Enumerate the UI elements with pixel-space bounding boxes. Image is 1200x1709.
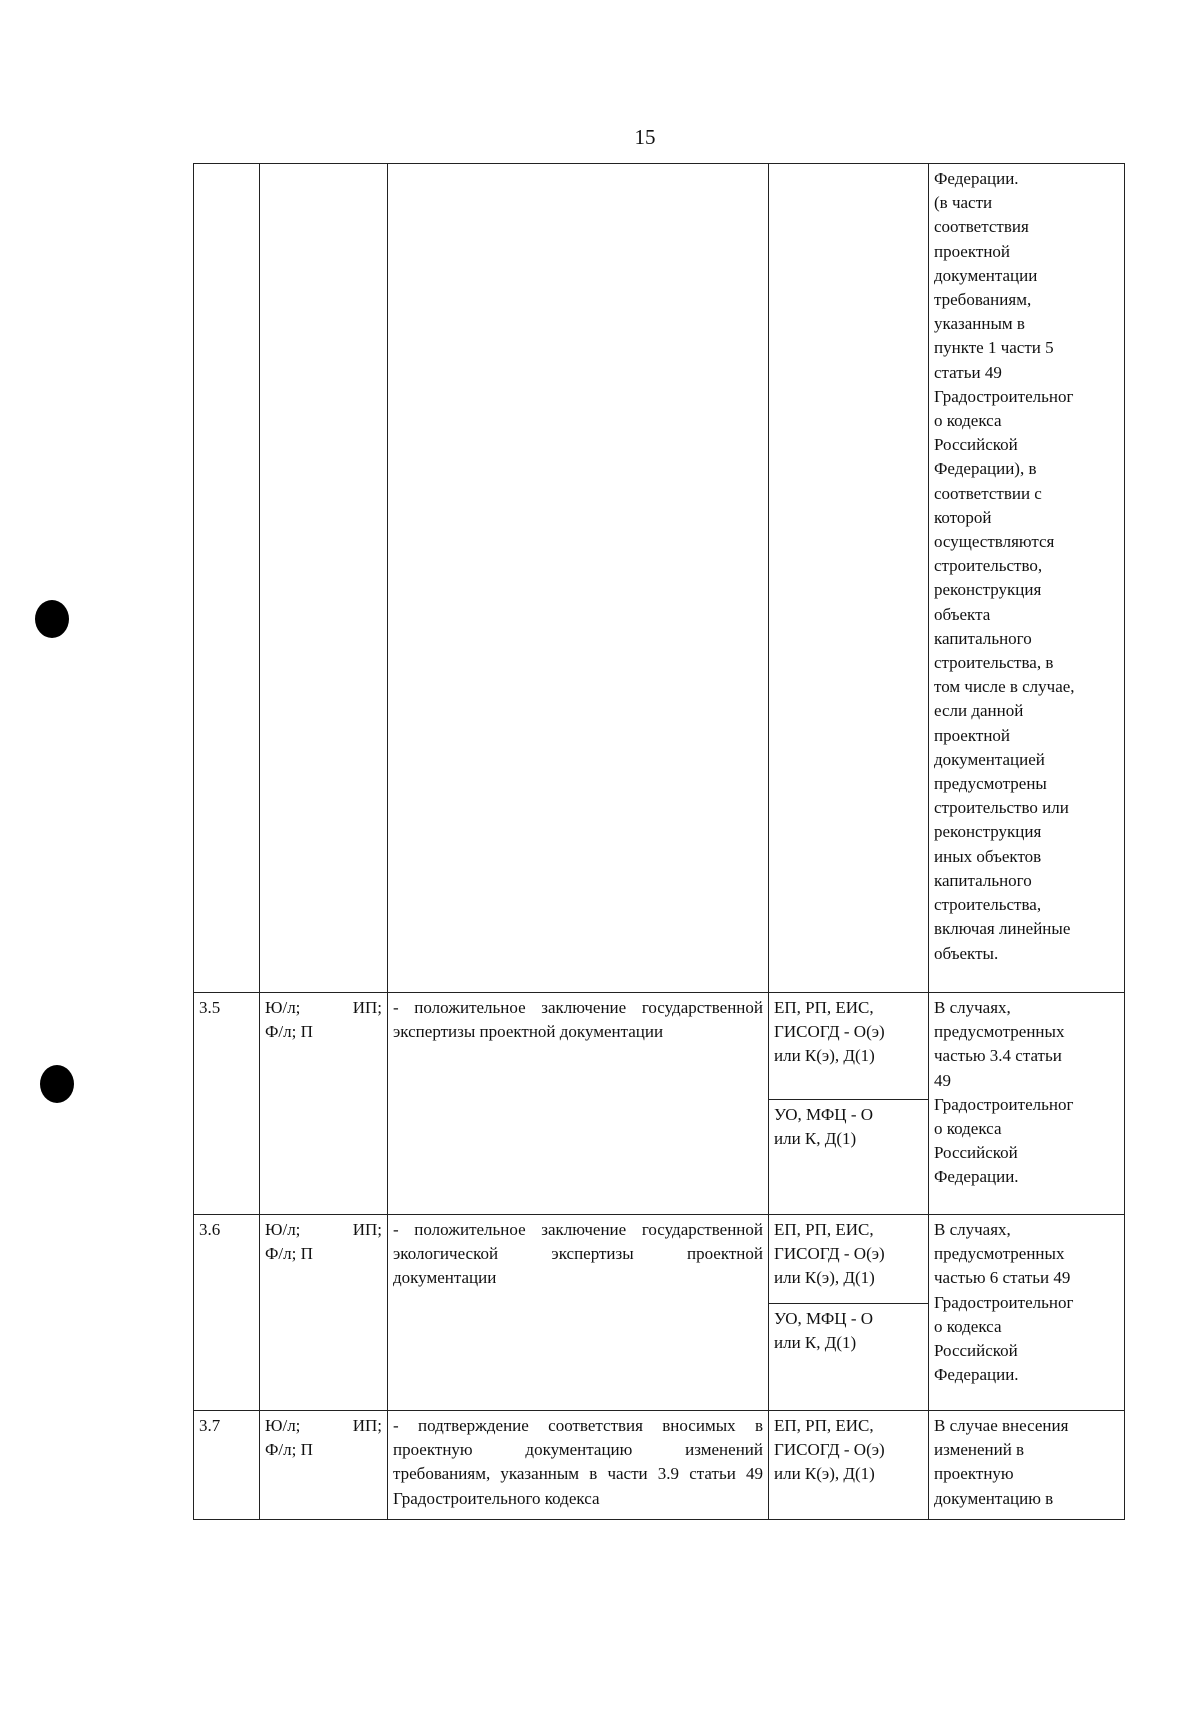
condition-line: том числе в случае, [934, 677, 1075, 697]
channel-line: ЕП, РП, ЕИС, [774, 1220, 874, 1239]
applicant-ie: ИП; [352, 998, 382, 1017]
condition-line: 49 [934, 1070, 951, 1090]
table-row [194, 1215, 1125, 1304]
condition-line: строительство или [934, 798, 1069, 818]
condition-line: о кодекса [934, 1119, 1002, 1139]
condition-line: Градостроительног [934, 386, 1074, 406]
condition-line: В случаях, [934, 998, 1011, 1017]
channel-line: ЕП, РП, ЕИС, [774, 998, 874, 1017]
channel-line: ЕП, РП, ЕИС, [774, 1416, 874, 1435]
cell-channels [769, 1215, 929, 1304]
condition-line: документацию в [934, 1488, 1054, 1508]
condition-line: требованиям, [934, 290, 1032, 310]
condition-line: капитального [934, 628, 1032, 648]
channel-line: или К(э), Д(1) [774, 1268, 875, 1288]
condition-line: реконструкция [934, 822, 1042, 842]
applicant-ie: ИП; [352, 1416, 382, 1435]
condition-line: строительство, [934, 556, 1043, 576]
channel-line: ГИСОГД - О(э) [774, 1022, 885, 1042]
table-row [194, 1411, 1125, 1520]
cell-conditions [929, 993, 1125, 1215]
applicant-legal: Ю/л; [265, 998, 301, 1017]
document-table [193, 163, 1125, 1520]
channel-line: или К, Д(1) [774, 1129, 857, 1149]
condition-line: Российской [934, 1143, 1018, 1163]
condition-line: проектную [934, 1464, 1014, 1484]
cell-conditions [929, 1411, 1125, 1520]
condition-line: пункте 1 части 5 [934, 338, 1054, 358]
condition-line: Федерации. [934, 169, 1019, 188]
applicant-individual: Ф/л; П [265, 1440, 313, 1460]
cell-channels [769, 1411, 929, 1520]
condition-line: иных объектов [934, 846, 1042, 866]
condition-line: проектной [934, 241, 1011, 261]
condition-line: Российской [934, 1341, 1018, 1361]
condition-line: соответствии с [934, 483, 1042, 503]
condition-line: Федерации. [934, 1167, 1019, 1187]
cell-document [388, 164, 769, 993]
condition-line: если данной [934, 701, 1024, 721]
cell-document: - подтверждение соответствия вносимых в проектную документацию изменений требованиям, указанным в части 3.9 статьи 49 Градостроительного кодекса [388, 1411, 769, 1520]
cell-conditions [929, 1215, 1125, 1411]
condition-line: которой [934, 507, 992, 527]
condition-line: частью 6 статьи 49 [934, 1268, 1071, 1288]
condition-line: документацией [934, 749, 1045, 769]
channel-line: УО, МФЦ - О [774, 1309, 874, 1328]
condition-line: Российской [934, 435, 1018, 455]
channel-line: УО, МФЦ - О [774, 1105, 874, 1124]
condition-line: соответствия [934, 217, 1029, 237]
cell-conditions [929, 164, 1125, 993]
punch-hole [40, 1065, 74, 1103]
cell-num [194, 164, 260, 993]
condition-line: реконструкция [934, 580, 1042, 600]
condition-line: строительства, [934, 895, 1042, 915]
table-row [194, 993, 1125, 1100]
condition-line: статьи 49 [934, 362, 1002, 382]
condition-line: предусмотренных [934, 1022, 1065, 1042]
applicant-individual: Ф/л; П [265, 1244, 313, 1264]
cell-num: 3.5 [194, 993, 260, 1215]
condition-line: В случае внесения [934, 1416, 1069, 1435]
cell-channels [769, 993, 929, 1100]
applicant-legal: Ю/л; [265, 1220, 301, 1239]
applicant-individual: Ф/л; П [265, 1022, 313, 1042]
condition-line: строительства, в [934, 653, 1054, 673]
condition-line: объекта [934, 604, 991, 624]
condition-line: проектной [934, 725, 1011, 745]
condition-line: (в части [934, 193, 993, 213]
cell-applicant [260, 164, 388, 993]
cell-applicant [260, 1215, 388, 1411]
page-number: 15 [634, 125, 656, 149]
cell-channels [769, 1304, 929, 1411]
applicant-legal: Ю/л; [265, 1416, 301, 1435]
cell-applicant [260, 1411, 388, 1520]
condition-line: изменений в [934, 1440, 1025, 1460]
cell-num: 3.7 [194, 1411, 260, 1520]
table-row [194, 164, 1125, 993]
condition-line: Федерации), в [934, 459, 1037, 479]
punch-hole [35, 600, 69, 638]
condition-line: Градостроительног [934, 1292, 1074, 1312]
applicant-ie: ИП; [352, 1220, 382, 1239]
channel-line: ГИСОГД - О(э) [774, 1440, 885, 1460]
condition-line: включая линейные [934, 919, 1071, 939]
cell-applicant [260, 993, 388, 1215]
condition-line: Федерации. [934, 1365, 1019, 1385]
condition-line: Градостроительног [934, 1094, 1074, 1114]
channel-line: ГИСОГД - О(э) [774, 1244, 885, 1264]
cell-channels [769, 164, 929, 993]
condition-line: предусмотренных [934, 1244, 1065, 1264]
cell-document: - положительное заключение государственной экологической экспертизы проектной документации [388, 1215, 769, 1411]
condition-line: о кодекса [934, 411, 1002, 431]
cell-num: 3.6 [194, 1215, 260, 1411]
cell-document: - положительное заключение государственной экспертизы проектной документации [388, 993, 769, 1215]
condition-line: о кодекса [934, 1316, 1002, 1336]
condition-line: осуществляются [934, 532, 1055, 552]
condition-line: частью 3.4 статьи [934, 1046, 1062, 1066]
channel-line: или К, Д(1) [774, 1333, 857, 1353]
condition-line: документации [934, 265, 1038, 285]
condition-line: капитального [934, 870, 1032, 890]
condition-line: В случаях, [934, 1220, 1011, 1239]
channel-line: или К(э), Д(1) [774, 1464, 875, 1484]
cell-channels [769, 1100, 929, 1215]
condition-line: предусмотрены [934, 774, 1047, 794]
condition-line: указанным в [934, 314, 1025, 334]
channel-line: или К(э), Д(1) [774, 1046, 875, 1066]
condition-line: объекты. [934, 943, 999, 963]
